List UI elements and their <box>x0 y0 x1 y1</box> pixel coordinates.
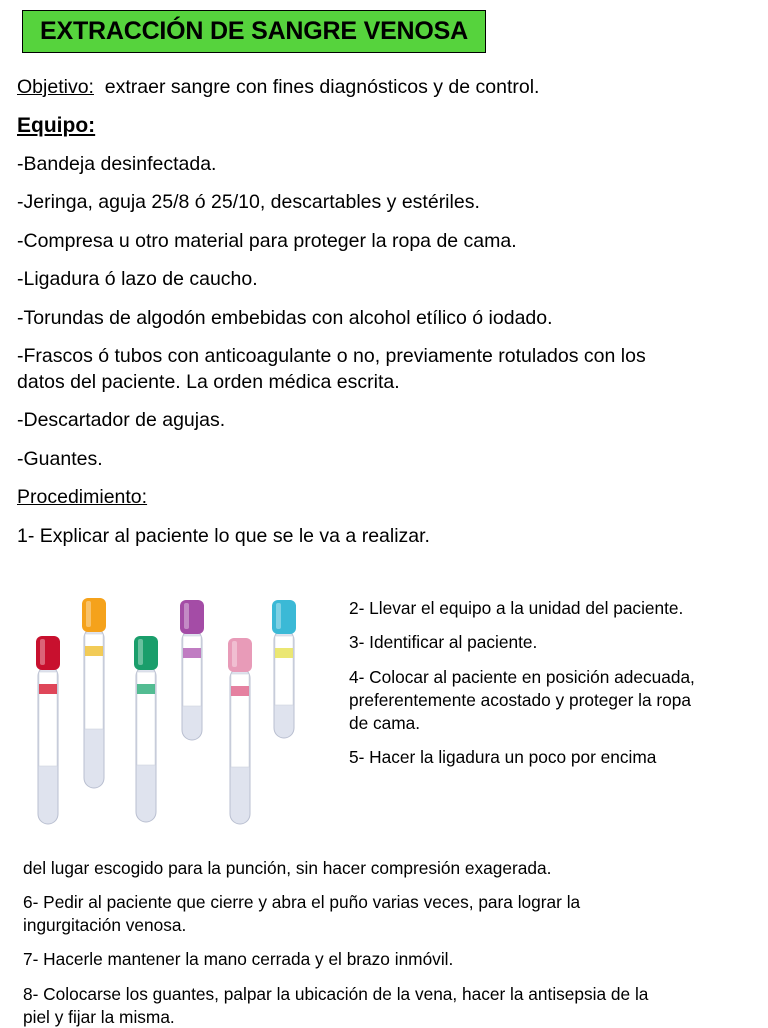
procedure-step-8-cont: piel y fijar la misma. <box>23 1007 175 1027</box>
page-title: EXTRACCIÓN DE SANGRE VENOSA <box>40 17 468 45</box>
procedure-heading: Procedimiento: <box>17 486 148 508</box>
procedure-step-8: 8- Colocarse los guantes, palpar la ubicación de la vena, hacer la antisepsia de la <box>23 984 649 1004</box>
procedure-step-3: 3- Identificar al paciente. <box>349 632 538 652</box>
procedure-step-4: 4- Colocar al paciente en posición adecuada, <box>349 667 695 687</box>
procedure-step-7: 7- Hacerle mantener la mano cerrada y el brazo inmóvil. <box>23 949 454 969</box>
blood-tube-pink <box>228 638 252 824</box>
procedure-step-4-cont: de cama. <box>349 713 421 733</box>
procedure-step-1: 1- Explicar al paciente lo que se le va a realizar. <box>17 525 430 547</box>
procedure-step-6: 6- Pedir al paciente que cierre y abra el puño varias veces, para lograr la <box>23 892 581 912</box>
procedure-step-5-cont: del lugar escogido para la punción, sin hacer compresión exagerada. <box>23 858 552 878</box>
procedure-step-6-cont: ingurgitación venosa. <box>23 915 187 935</box>
blood-tube-cyan <box>272 600 296 738</box>
procedure-step-2: 2- Llevar el equipo a la unidad del paciente. <box>349 598 684 618</box>
procedure-step-4-cont: preferentemente acostado y proteger la ropa <box>349 690 691 710</box>
equipment-heading: Equipo: <box>17 114 96 137</box>
equipment-item: -Jeringa, aguja 25/8 ó 25/10, descartables y estériles. <box>17 191 480 213</box>
equipment-item: -Descartador de agujas. <box>17 409 226 431</box>
objective-label: Objetivo: <box>17 76 94 98</box>
equipment-item: -Compresa u otro material para proteger la ropa de cama. <box>17 230 517 252</box>
blood-tubes-image <box>28 592 318 832</box>
objective-line <box>17 75 539 99</box>
title-banner <box>22 10 486 53</box>
blood-tube-orange <box>82 598 106 788</box>
equipment-item: -Torundas de algodón embebidas con alcohol etílico ó iodado. <box>17 307 553 329</box>
equipment-item: datos del paciente. La orden médica escrita. <box>17 371 400 393</box>
blood-tube-green <box>134 636 158 822</box>
procedure-step-5: 5- Hacer la ligadura un poco por encima <box>349 747 657 767</box>
equipment-item: -Frascos ó tubos con anticoagulante o no, previamente rotulados con los <box>17 345 646 367</box>
equipment-item: -Bandeja desinfectada. <box>17 153 217 175</box>
equipment-item: -Guantes. <box>17 448 103 470</box>
blood-tube-purple <box>180 600 204 740</box>
blood-tube-red <box>36 636 60 824</box>
equipment-item: -Ligadura ó lazo de caucho. <box>17 268 258 290</box>
objective-text: extraer sangre con fines diagnósticos y de control. <box>104 76 540 98</box>
